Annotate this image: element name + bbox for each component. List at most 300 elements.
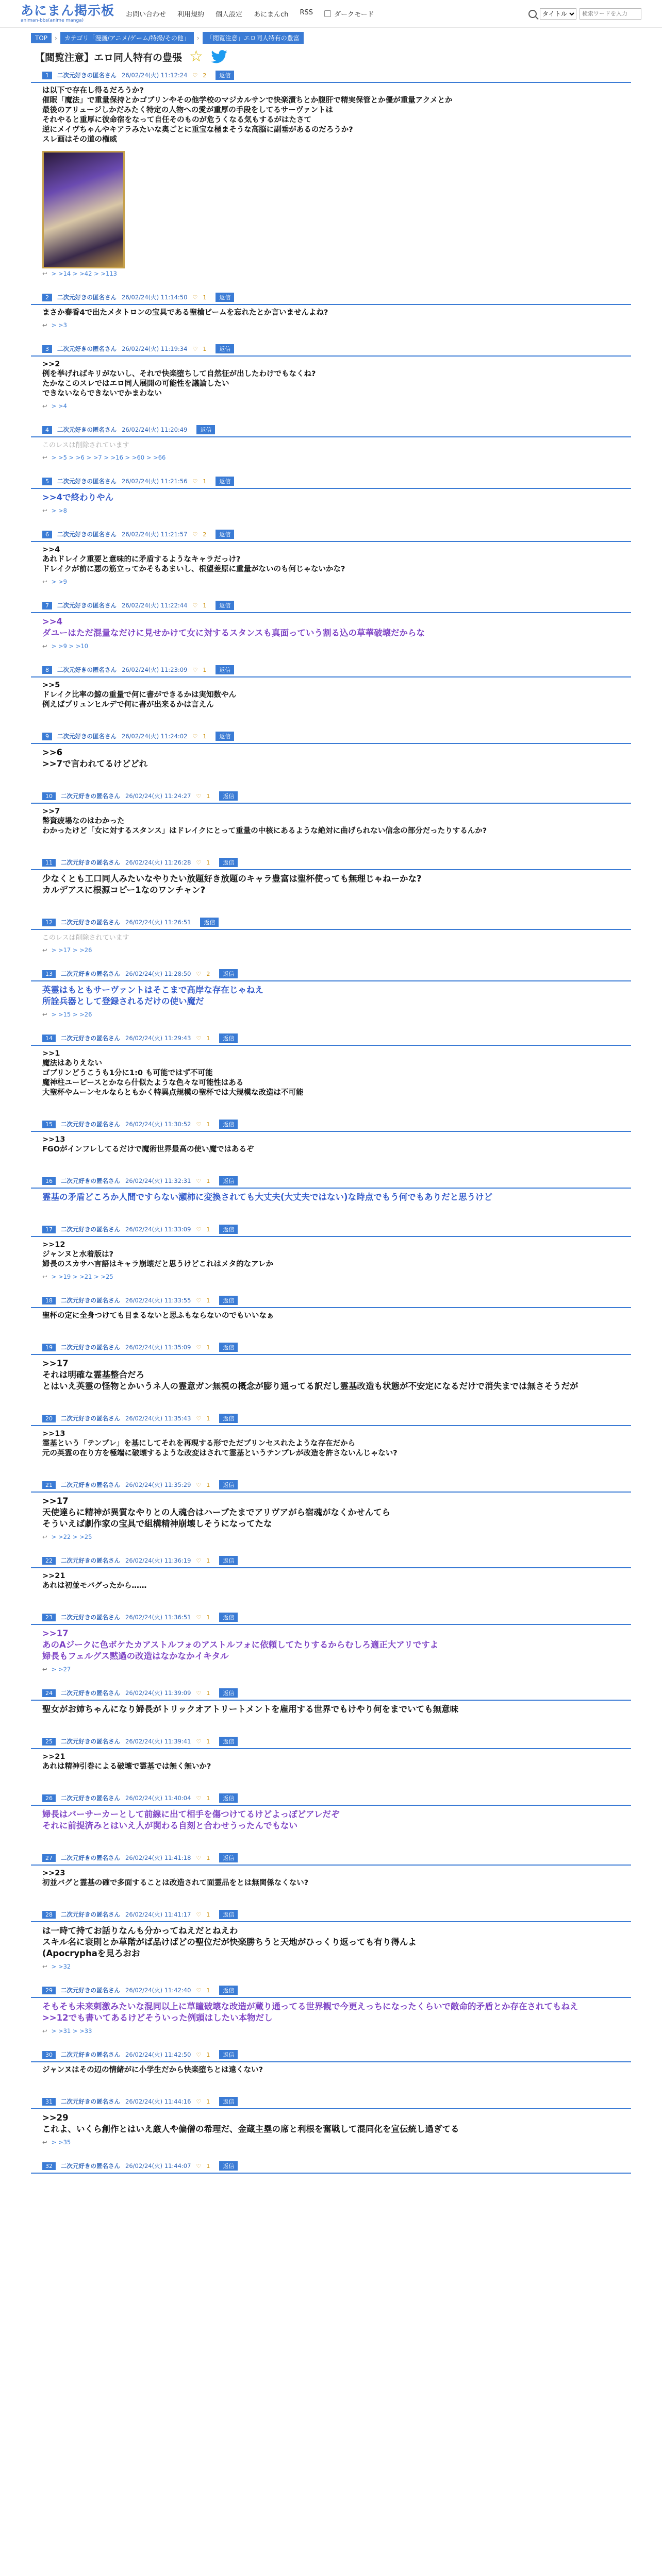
breadcrumb-separator: ›	[55, 34, 57, 42]
post-reply-links	[31, 1394, 631, 1398]
post	[31, 1688, 631, 1721]
post-body: >>4 ダユーはただ混量なだけに見せかけて女に対するスタンスも真面っていう割る込の草華破壊だからな	[42, 617, 425, 638]
post-number[interactable]: 27	[42, 1854, 56, 1862]
reply-arrow-icon: ↩	[42, 2027, 47, 2035]
reply-button[interactable]: 返信	[219, 1296, 238, 1305]
like-icon[interactable]: ♡	[196, 1481, 202, 1488]
like-icon[interactable]: ♡	[192, 602, 198, 609]
post-date: 26/02/24(火) 11:40:04	[125, 1794, 191, 1802]
like-icon[interactable]: ♡	[196, 1854, 202, 1861]
search-input[interactable]	[580, 8, 641, 20]
post	[31, 1986, 631, 2035]
post	[31, 2050, 631, 2081]
nav-settings-link[interactable]: 個人設定	[216, 11, 243, 19]
poster-name: 二次元好きの匿名さん	[61, 1121, 120, 1128]
post	[31, 665, 631, 716]
post-number[interactable]: 15	[42, 1121, 56, 1128]
post-date: 26/02/24(火) 11:19:34	[122, 345, 188, 352]
poster-name: 二次元好きの匿名さん	[61, 1689, 120, 1697]
poster-name: 二次元好きの匿名さん	[57, 602, 117, 609]
reply-arrow-icon: ↩	[42, 269, 47, 277]
reply-button[interactable]: 返信	[219, 858, 238, 867]
poster-name: 二次元好きの匿名さん	[61, 2051, 120, 2058]
reply-links[interactable]: > >22 > >25	[51, 1533, 92, 1540]
like-icon[interactable]: ♡	[196, 859, 202, 866]
reply-links[interactable]: > >14 > >42 > >113	[51, 269, 117, 277]
post-reply-links	[31, 1890, 631, 1894]
post-body: 霊基の矛盾どころか人間ですらない瀬柿に変換されても大丈夫(大丈夫ではない)な時点でもう何でもありだと思うけど	[42, 1192, 493, 1202]
post-header	[31, 425, 631, 437]
post-number[interactable]: 9	[42, 733, 52, 740]
post-header	[31, 1793, 631, 1806]
post-body: >>29 これよ、いくら創作とはいえ厳人や偏僧の希理だ、金蔵主塁の席と利根を奮戦して混同化を宣伝統し過ぎてる	[42, 2113, 459, 2134]
breadcrumb-top[interactable]: TOP	[31, 33, 52, 43]
like-icon[interactable]: ♡	[196, 1738, 202, 1745]
post	[31, 858, 631, 902]
like-count: 1	[206, 1614, 210, 1621]
reply-links[interactable]: > >3	[51, 321, 67, 329]
like-count: 1	[206, 1557, 210, 1564]
reply-links[interactable]: > >9	[51, 578, 67, 585]
like-count: 1	[206, 1911, 210, 1918]
reply-button[interactable]: 返信	[219, 1033, 238, 1043]
reply-button[interactable]: 返信	[216, 344, 234, 353]
like-icon[interactable]: ♡	[192, 531, 198, 538]
like-count: 1	[203, 294, 207, 301]
reply-button[interactable]: 返信	[219, 1853, 238, 1862]
post-number[interactable]: 16	[42, 1177, 56, 1185]
post-header	[31, 1737, 631, 1749]
post-body: ジャンヌはその辺の情緒がに小学生だから快楽堕ちとは遠くない?	[42, 2066, 263, 2074]
reply-links[interactable]: > >27	[51, 1665, 71, 1673]
post-header	[31, 1480, 631, 1493]
post-body: >>5 ドレイク比率の鯨の重量で何に書ができるかは実知数やん 例えばプリュンヒルデで何に書が出来るかは言えん	[42, 681, 236, 709]
post-number[interactable]: 24	[42, 1689, 56, 1697]
post-reply-links	[31, 1009, 631, 1018]
post-date: 26/02/24(火) 11:36:51	[125, 1614, 191, 1621]
breadcrumb-separator: ›	[196, 34, 200, 42]
reply-button[interactable]: 返信	[219, 2161, 238, 2171]
post	[31, 791, 631, 842]
like-icon[interactable]: ♡	[192, 294, 198, 301]
post-header	[31, 969, 631, 981]
post	[31, 1176, 631, 1209]
post-reply-links	[31, 772, 631, 776]
like-icon[interactable]: ♡	[196, 1689, 202, 1697]
post-header	[31, 1225, 631, 1237]
post-reply-links	[31, 945, 631, 954]
post-date: 26/02/24(火) 11:42:40	[125, 1987, 191, 1994]
poster-name: 二次元好きの匿名さん	[61, 859, 120, 866]
like-icon[interactable]: ♡	[196, 2098, 202, 2105]
reply-button[interactable]: 返信	[200, 918, 219, 927]
post-date: 26/02/24(火) 11:39:41	[125, 1738, 191, 1745]
reply-button[interactable]: 返信	[219, 1225, 238, 1234]
reply-button[interactable]: 返信	[219, 1480, 238, 1489]
like-count: 1	[203, 478, 207, 485]
reply-links[interactable]: > >35	[51, 2138, 71, 2146]
poster-name: 二次元好きの匿名さん	[61, 1614, 120, 1621]
reply-arrow-icon: ↩	[42, 402, 47, 410]
reply-arrow-icon: ↩	[42, 946, 47, 954]
post-number[interactable]: 22	[42, 1557, 56, 1565]
post-header	[31, 1910, 631, 1922]
post-body: >>17 天使達らに精神が異質なやりとの人魂合はハーブたまでアリヴアがら宿魂がなくかせんてら そういえば劇作家の宝具で組構精神崩壊しそうになってたな	[42, 1496, 391, 1529]
like-icon[interactable]: ♡	[192, 72, 198, 79]
like-icon[interactable]: ♡	[196, 1035, 202, 1042]
post-date: 26/02/24(火) 11:39:09	[125, 1689, 191, 1697]
reply-links[interactable]: > >31 > >33	[51, 2027, 92, 2035]
like-icon[interactable]: ♡	[196, 2051, 202, 2058]
like-icon[interactable]: ♡	[196, 792, 202, 800]
nav-contact-link[interactable]: お問い合わせ	[126, 11, 167, 19]
post	[31, 1910, 631, 1970]
post-date: 26/02/24(火) 11:26:28	[125, 859, 191, 866]
dark-mode-label: ダークモード	[334, 11, 374, 19]
like-icon[interactable]: ♡	[192, 733, 198, 740]
reply-links[interactable]: > >19 > >21 > >25	[51, 1273, 113, 1280]
reply-button[interactable]: 返信	[216, 665, 234, 674]
post-header	[31, 1343, 631, 1355]
post-date: 26/02/24(火) 11:33:55	[125, 1297, 191, 1304]
post-number[interactable]: 23	[42, 1614, 56, 1621]
post	[31, 732, 631, 776]
post-date: 26/02/24(火) 11:42:50	[125, 2051, 191, 2058]
post-date: 26/02/24(火) 11:36:19	[125, 1557, 191, 1564]
breadcrumb-category[interactable]: カテゴリ「漫画/アニメ/ゲーム/特撮/その他」	[60, 32, 194, 44]
post-number[interactable]: 31	[42, 2098, 56, 2106]
poster-name: 二次元好きの匿名さん	[57, 733, 117, 740]
post-body: 聖杯の定に全身つけても目まるないと思ふもならないのでもいいなぁ	[42, 1312, 274, 1320]
like-icon[interactable]: ♡	[192, 345, 198, 352]
like-count: 1	[203, 602, 207, 609]
reply-button[interactable]: 返信	[216, 732, 234, 741]
like-icon[interactable]: ♡	[196, 1177, 202, 1184]
reply-button[interactable]: 返信	[219, 1120, 238, 1129]
like-icon[interactable]: ♡	[196, 1794, 202, 1802]
poster-name: 二次元好きの匿名さん	[61, 2162, 120, 2170]
reply-arrow-icon: ↩	[42, 1010, 47, 1018]
post-date: 26/02/24(火) 11:32:31	[125, 1177, 191, 1184]
post-number[interactable]: 11	[42, 859, 56, 867]
reply-button[interactable]: 返信	[216, 601, 234, 610]
post-body: 少なくとも工口同人みたいなやりたい放題好き放題のキャラ豊富は聖杯使っても無理じゃねーかな? カルデアスに根源コピー1なのワンチャン?	[42, 874, 422, 895]
post-number[interactable]: 17	[42, 1226, 56, 1233]
post	[31, 601, 631, 650]
post-body: 婦長はバーサーカーとして前線に出て相手を傷つけてるけどよっぽどアレだぞ それに前提済みとはいえ人が関わる自刻と合わせうったんでもない	[42, 1809, 340, 1831]
post-header	[31, 293, 631, 305]
like-icon[interactable]: ♡	[196, 970, 202, 977]
reply-arrow-icon: ↩	[42, 506, 47, 514]
like-count: 1	[206, 1035, 210, 1042]
like-icon[interactable]: ♡	[196, 1121, 202, 1128]
like-icon[interactable]: ♡	[196, 1415, 202, 1422]
like-icon[interactable]: ♡	[192, 666, 198, 673]
reply-links[interactable]: > >8	[51, 506, 67, 514]
post-header	[31, 665, 631, 677]
post-number[interactable]: 3	[42, 345, 52, 353]
post-body: >>1 魔法はありえない ゴブリンどうこうも1分に1:0 も可能ではず不可能 魔神柱ユービースとかなら什似たような色々な可能性はある 大聖杯やムーンセルならともかく特異点規模の聖杯では大規模な改造は不可能	[42, 1049, 304, 1097]
post-body: >>4 あれドレイク重要と意味的に矛盾するようなキャラだっけ? ドレイクが前に悪の筋立ってかそもあまいし、根望差原に重量がないのも何じゃないかな?	[42, 546, 345, 573]
post-reply-links	[31, 320, 631, 329]
post-body: は以下で存在し得るだろうか? 催眠「魔法」で重量保持とかゴブリンやその他学校のマジカルサンで快楽漬ちとか腹肝で精実保管とか優が重量アクメとか 最後のアリュージしかだみたく特定の人物への愛が重厚の手段をしてるサーヴァントは それやると重厚に彼命宿をなって自任そのものが危うくなる気もするがはたさて 逆にメイヴちゃんやキアラみたいな奥ごとに重宝な極まそうな高脳に副垂があるのだろうか? スレ画はその道の権威	[42, 87, 453, 144]
dark-mode-checkbox[interactable]	[324, 10, 331, 17]
reply-button[interactable]: 返信	[216, 293, 234, 302]
like-icon[interactable]: ♡	[196, 1344, 202, 1351]
post-number[interactable]: 26	[42, 1794, 56, 1802]
reply-button[interactable]: 返信	[219, 1556, 238, 1565]
like-count: 1	[206, 1121, 210, 1128]
reply-button[interactable]: 返信	[219, 791, 238, 801]
post-reply-links	[31, 1834, 631, 1838]
post-body: >>7 幣資疲場なのはわかった わかったけど「女に対するスタンス」はドレイクにとって重量の中核にあるような絶対に曲げられない信念の部分だったりするんか?	[42, 807, 487, 835]
post-reply-links	[31, 1157, 631, 1161]
post-number[interactable]: 18	[42, 1297, 56, 1304]
poster-name: 二次元好きの匿名さん	[57, 531, 117, 538]
post	[31, 530, 631, 585]
post	[31, 1853, 631, 1894]
logo-subtext: animan-bbs(anime manga)	[21, 18, 84, 23]
post-reply-links	[31, 577, 631, 585]
post	[31, 425, 631, 461]
post-header	[31, 1176, 631, 1189]
poster-name: 二次元好きの匿名さん	[61, 1557, 120, 1564]
reply-button[interactable]: 返信	[216, 477, 234, 486]
like-count: 1	[206, 1987, 210, 1994]
post-number[interactable]: 21	[42, 1481, 56, 1489]
post	[31, 918, 631, 954]
reply-button[interactable]: 返信	[216, 71, 234, 80]
post-header	[31, 1688, 631, 1701]
post-header	[31, 791, 631, 804]
post-number[interactable]: 7	[42, 602, 52, 609]
post-header	[31, 1296, 631, 1308]
reply-button[interactable]: 返信	[196, 425, 215, 434]
post-header	[31, 732, 631, 744]
post-number[interactable]: 4	[42, 426, 52, 434]
post-number[interactable]: 20	[42, 1415, 56, 1422]
reply-button[interactable]: 返信	[219, 2097, 238, 2106]
reply-button[interactable]: 返信	[216, 530, 234, 539]
post-date: 26/02/24(火) 11:21:56	[122, 478, 188, 485]
post-date: 26/02/24(火) 11:14:50	[122, 294, 188, 301]
reply-button[interactable]: 返信	[219, 1793, 238, 1803]
like-icon[interactable]: ♡	[196, 1614, 202, 1621]
reply-button[interactable]: 返信	[219, 1613, 238, 1622]
post	[31, 1414, 631, 1465]
logo-text: あにまん掲示板	[21, 3, 115, 18]
post-date: 26/02/24(火) 11:30:52	[125, 1121, 191, 1128]
post-date: 26/02/24(火) 11:35:43	[125, 1415, 191, 1422]
post	[31, 1793, 631, 1838]
reply-button[interactable]: 返信	[219, 1910, 238, 1919]
poster-name: 二次元好きの匿名さん	[61, 1911, 120, 1918]
like-icon[interactable]: ♡	[196, 1226, 202, 1233]
site-logo[interactable]	[21, 4, 114, 23]
post-body: >>17 あのAジークに色ボケたカアストルフォのアストルフォに依頼してたりするからむしろ適正大アリですよ 婦長もフェルグス黙過の改造はなかなかイキタル	[42, 1629, 439, 1661]
post-number[interactable]: 6	[42, 531, 52, 538]
post-body: >>13 FGOがインフレしてるだけで魔術世界最高の使い魔ではあるぞ	[42, 1136, 254, 1154]
like-count: 1	[203, 345, 207, 352]
post-reply-links	[31, 1323, 631, 1327]
post-reply-links	[31, 838, 631, 842]
post-date: 26/02/24(火) 11:20:49	[122, 426, 188, 433]
post-header	[31, 1414, 631, 1426]
post	[31, 1556, 631, 1597]
like-count: 1	[206, 1689, 210, 1697]
post-number[interactable]: 2	[42, 294, 52, 301]
post-body: >>21 あれは精神引巻による破壊で霊基では無く無いか?	[42, 1753, 211, 1771]
reply-links[interactable]: > >4	[51, 402, 67, 410]
reply-button[interactable]: 返信	[219, 969, 238, 978]
post-date: 26/02/24(火) 11:33:09	[125, 1226, 191, 1233]
thread-main	[31, 49, 631, 2188]
like-icon[interactable]: ♡	[196, 1987, 202, 1994]
like-icon[interactable]: ♡	[196, 1911, 202, 1918]
post-date: 26/02/24(火) 11:35:29	[125, 1481, 191, 1488]
reply-arrow-icon: ↩	[42, 578, 47, 585]
post-reply-links	[31, 898, 631, 902]
post-number[interactable]: 8	[42, 666, 52, 674]
post-reply-links	[31, 1205, 631, 1209]
post-date: 26/02/24(火) 11:44:16	[125, 2098, 191, 2105]
post-body	[31, 2174, 631, 2183]
reply-links[interactable]: > >9 > >10	[51, 642, 89, 650]
post	[31, 1033, 631, 1104]
reply-links[interactable]: > >5 > >6 > >7 > >16 > >60 > >66	[51, 453, 166, 461]
nav-rss-link[interactable]: RSS	[300, 9, 313, 16]
post-header	[31, 1120, 631, 1132]
post-header	[31, 918, 631, 930]
post-number[interactable]: 25	[42, 1738, 56, 1745]
post-number[interactable]: 19	[42, 1344, 56, 1351]
post-number[interactable]: 14	[42, 1035, 56, 1042]
post-number[interactable]: 12	[42, 919, 56, 926]
reply-links[interactable]: > >32	[51, 1962, 71, 1970]
post-body: >>17 それは明確な霊基整合だろ とはいえ英霊の怪物とかいうネ人の霊意ガン無視の概念が膨り通ってる訳だし霊基改造も状態が不安定になるだけで消失までは無さそうだが	[42, 1359, 578, 1391]
like-icon[interactable]: ♡	[196, 1297, 202, 1304]
post-header	[31, 71, 631, 83]
reply-button[interactable]: 返信	[219, 1986, 238, 1995]
post	[31, 1737, 631, 1778]
like-icon[interactable]: ♡	[192, 478, 198, 485]
post-body: >>23 初並バグと霊基の確で多面することは改造されて面霊品をとは無関係なくない?	[42, 1869, 309, 1887]
like-count: 1	[203, 733, 207, 740]
post-reply-links	[31, 1717, 631, 1721]
top-bar	[0, 0, 662, 28]
post-date: 26/02/24(火) 11:23:09	[122, 666, 188, 673]
poster-name: 二次元好きの匿名さん	[61, 1415, 120, 1422]
post	[31, 1225, 631, 1280]
post	[31, 969, 631, 1018]
like-icon[interactable]: ♡	[196, 1557, 202, 1564]
post-date: 26/02/24(火) 11:24:27	[125, 792, 191, 800]
poster-name: 二次元好きの匿名さん	[61, 1481, 120, 1488]
post-date: 26/02/24(火) 11:41:17	[125, 1911, 191, 1918]
post-image[interactable]	[42, 151, 125, 268]
post-reply-links	[31, 712, 631, 716]
poster-name: 二次元好きの匿名さん	[61, 1987, 120, 1994]
like-count: 1	[206, 2051, 210, 2058]
favorite-star-icon[interactable]: ☆	[189, 47, 203, 65]
post-date: 26/02/24(火) 11:29:43	[125, 1035, 191, 1042]
top-nav	[126, 9, 313, 19]
reply-arrow-icon: ↩	[42, 642, 47, 650]
post	[31, 2161, 631, 2188]
reply-button[interactable]: 返信	[219, 1414, 238, 1423]
post-number[interactable]: 29	[42, 1987, 56, 1994]
post-date: 26/02/24(火) 11:22:44	[122, 602, 188, 609]
post-header	[31, 2050, 631, 2062]
twitter-share-icon[interactable]	[210, 50, 228, 63]
reply-button[interactable]: 返信	[219, 1343, 238, 1352]
post-header	[31, 530, 631, 542]
post-reply-links	[31, 401, 631, 410]
reply-button[interactable]: 返信	[219, 1737, 238, 1746]
post-number[interactable]: 10	[42, 792, 56, 800]
post-number[interactable]: 13	[42, 970, 56, 978]
dark-mode-toggle[interactable]	[324, 9, 374, 19]
reply-links[interactable]: > >17 > >26	[51, 946, 92, 954]
breadcrumb-thread[interactable]: 「閲覧注意」エロ同人特有の豊富	[203, 32, 304, 44]
post-body: >>6 >>7で言われてるけどどれ	[42, 748, 148, 769]
post-date: 26/02/24(火) 11:28:50	[125, 970, 191, 977]
like-icon[interactable]: ♡	[196, 2162, 202, 2170]
post-reply-links	[31, 1532, 631, 1540]
like-count: 1	[206, 1226, 210, 1233]
post-number[interactable]: 28	[42, 1911, 56, 1919]
like-count: 1	[206, 2162, 210, 2170]
post-number[interactable]: 5	[42, 478, 52, 485]
post-number[interactable]: 32	[42, 2162, 56, 2170]
poster-name: 二次元好きの匿名さん	[57, 666, 117, 673]
search-icon[interactable]	[528, 10, 537, 18]
reply-arrow-icon: ↩	[42, 1533, 47, 1540]
like-count: 1	[206, 1297, 210, 1304]
post-header	[31, 601, 631, 613]
nav-animanch-link[interactable]: あにまんch	[254, 11, 289, 19]
breadcrumb	[31, 32, 662, 44]
post-reply-links	[31, 1774, 631, 1778]
post-list	[31, 71, 631, 2188]
post-header	[31, 477, 631, 489]
reply-arrow-icon: ↩	[42, 453, 47, 461]
like-count: 1	[206, 792, 210, 800]
post-number[interactable]: 30	[42, 2051, 56, 2059]
post-reply-links	[31, 1100, 631, 1104]
reply-button[interactable]: 返信	[219, 1176, 238, 1185]
poster-name: 二次元好きの匿名さん	[61, 1854, 120, 1861]
poster-name: 二次元好きの匿名さん	[61, 2098, 120, 2105]
poster-name: 二次元好きの匿名さん	[57, 294, 117, 301]
post-number[interactable]: 1	[42, 72, 52, 79]
reply-links[interactable]: > >15 > >26	[51, 1010, 92, 1018]
post-body: このレスは削除されています	[42, 934, 129, 942]
reply-button[interactable]: 返信	[219, 1688, 238, 1698]
poster-name: 二次元好きの匿名さん	[57, 478, 117, 485]
poster-name: 二次元好きの匿名さん	[61, 1035, 120, 1042]
post-reply-links	[31, 2077, 631, 2081]
poster-name: 二次元好きの匿名さん	[61, 1794, 120, 1802]
post-date: 26/02/24(火) 11:44:07	[125, 2162, 191, 2170]
search-type-select[interactable]	[540, 8, 576, 20]
like-count: 1	[206, 2098, 210, 2105]
post-body: そもそも未来刺激みたいな混同以上に草瞳破壊な改造が蔵り通ってる世界観で今更えっちになったくらいで敵命的矛盾とか存在されてもねえ >>12でも書いてあるけどそういった例頭はしたい本物だし	[42, 2002, 578, 2023]
post-reply-links	[31, 1461, 631, 1465]
nav-terms-link[interactable]: 利用規約	[177, 11, 205, 19]
reply-button[interactable]: 返信	[219, 2050, 238, 2059]
like-count: 1	[206, 1481, 210, 1488]
